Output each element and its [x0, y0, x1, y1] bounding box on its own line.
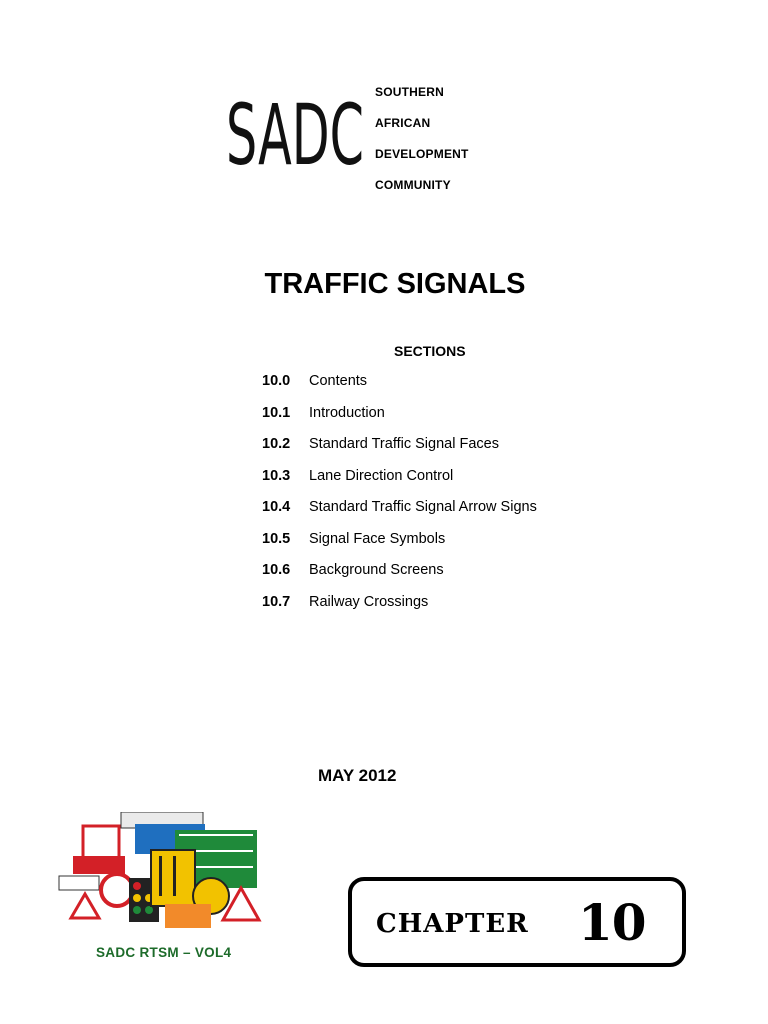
section-item	[262, 405, 537, 437]
sadc-logo-mark: SADC	[226, 86, 364, 184]
org-line-1: SOUTHERN	[375, 85, 444, 99]
org-line-3: DEVELOPMENT	[375, 147, 469, 161]
chapter-word: CHAPTER	[376, 909, 529, 939]
warning-board-icon	[83, 826, 119, 858]
section-label: Introduction	[309, 404, 385, 421]
footer-label: SADC RTSM – VOL4	[96, 945, 232, 960]
org-line-4: COMMUNITY	[375, 178, 451, 192]
section-label: Background Screens	[309, 562, 444, 578]
road-signs-collage-image	[55, 812, 265, 930]
section-number: 10.3	[262, 467, 291, 484]
sections-list	[262, 373, 537, 625]
section-item	[262, 594, 537, 626]
section-label: Standard Traffic Signal Arrow Signs	[309, 499, 537, 515]
section-number: 10.2	[262, 436, 291, 452]
section-label: Lane Direction Control	[309, 467, 454, 484]
orange-route-sign-icon	[165, 904, 211, 928]
elephant-warning-sign-icon	[71, 894, 99, 918]
section-item	[262, 562, 537, 594]
chapter-number: 10	[578, 893, 646, 952]
section-label: Standard Traffic Signal Faces	[309, 436, 499, 452]
red-chevron-sign-icon	[73, 856, 125, 874]
publication-date: MAY 2012	[318, 766, 397, 785]
org-line-2: AFRICAN	[375, 116, 431, 130]
section-item	[262, 373, 537, 405]
section-number: 10.0	[262, 373, 291, 389]
sadc-logo	[224, 84, 366, 194]
name-plate-icon	[59, 876, 99, 890]
page-title: TRAFFIC SIGNALS	[264, 268, 526, 300]
no-turn-sign-icon	[101, 874, 133, 906]
chapter-box	[348, 877, 686, 967]
section-number: 10.1	[262, 404, 291, 421]
section-label: Railway Crossings	[309, 593, 429, 610]
section-item	[262, 436, 537, 468]
section-item	[262, 468, 537, 500]
section-item	[262, 499, 537, 531]
section-number: 10.7	[262, 593, 291, 610]
sections-heading: SECTIONS	[394, 343, 466, 359]
section-item	[262, 531, 537, 563]
section-label: Signal Face Symbols	[309, 530, 446, 547]
section-number: 10.6	[262, 562, 291, 578]
section-label: Contents	[309, 373, 368, 389]
section-number: 10.4	[262, 499, 291, 515]
section-number: 10.5	[262, 530, 291, 547]
